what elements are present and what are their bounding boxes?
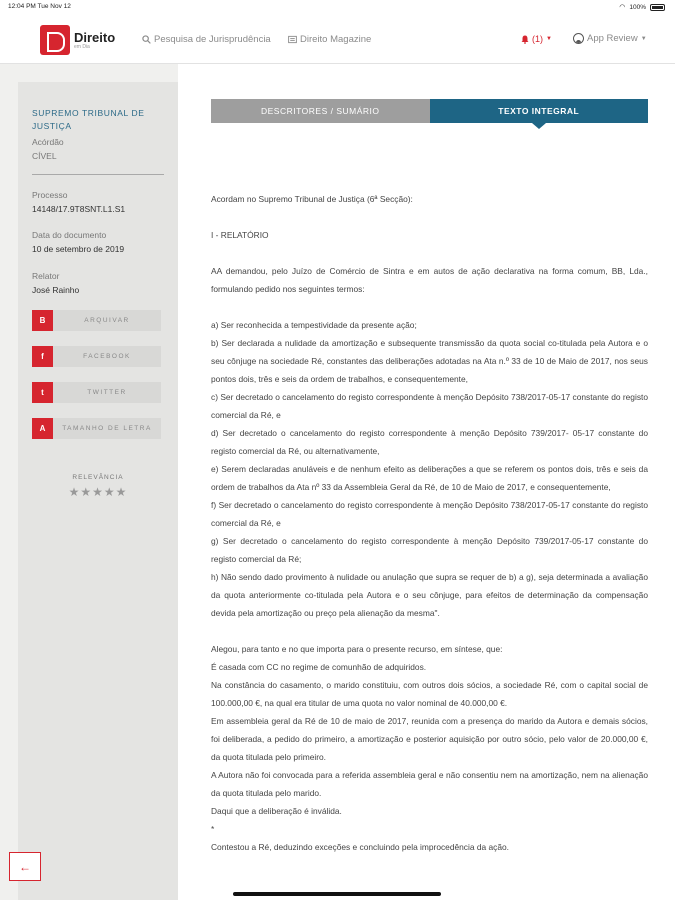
paragraph: Acordam no Supremo Tribunal de Justiça (6ª Secção):: [211, 194, 413, 204]
document-tabs: [211, 99, 648, 123]
facebook-label: FACEBOOK: [83, 353, 131, 360]
home-indicator[interactable]: [233, 892, 441, 896]
paragraph: É casada com CC no regime de comunhão de adquiridos.: [211, 662, 427, 672]
data-value: 10 de setembro de 2019: [32, 244, 125, 254]
paragraph: c) Ser decretado o cancelamento do registo correspondente à menção Depósito 738/2017-05-17 constante do registo comercial da Ré, e: [211, 392, 648, 420]
status-time: 12:04 PM Tue Nov 12: [8, 3, 71, 10]
paragraph: e) Serem declaradas anuláveis e de nenhum efeito as deliberações a que se referem os pontos dois, três e seis da ordem de trabalhos da Ata nº 33 da Assembleia Geral da Ré, de 10 de Maio de 2017, e consequentemente,: [211, 464, 648, 492]
notification-count: (1): [532, 34, 543, 44]
back-button[interactable]: [9, 852, 41, 881]
status-right: [619, 3, 665, 11]
caret-down-icon: ▼: [546, 36, 552, 42]
twitter-button[interactable]: [32, 382, 161, 403]
font-size-icon: A: [32, 418, 53, 439]
logo-subtitle: em Dia: [74, 43, 90, 50]
paragraph: d) Ser decretado o cancelamento do registo correspondente à menção Depósito 739/2017- 05-17 constante do registo comercial da Ré, ou alternativamente,: [211, 428, 648, 456]
logo-mark-icon: [40, 25, 70, 55]
app-header: [0, 14, 675, 64]
status-bar: [0, 0, 675, 14]
archive-label: ARQUIVAR: [84, 317, 130, 324]
notifications-button[interactable]: [521, 34, 552, 44]
wifi-icon: ◠: [619, 4, 626, 11]
twitter-icon: t: [32, 382, 53, 403]
document-area: CÍVEL: [32, 151, 57, 161]
twitter-label: TWITTER: [87, 389, 127, 396]
paragraph: Na constância do casamento, o marido constituiu, com outros dois sócios, a sociedade Ré, com o capital social de 100.000,00 €, na qual era titular de uma quota no valor nominal de 40.000,00 €.: [211, 680, 648, 708]
paragraph: Contestou a Ré, deduzindo exceções e concluindo pela improcedência da ação.: [211, 842, 509, 852]
user-menu[interactable]: [573, 33, 647, 44]
bookmark-icon: B: [32, 310, 53, 331]
logo-title: Direito: [74, 29, 116, 45]
document-text: [211, 190, 648, 856]
paragraph: Alegou, para tanto e no que importa para o presente recurso, em síntese, que:: [211, 644, 503, 654]
nav-magazine-link[interactable]: [288, 34, 371, 45]
processo-label: Processo: [32, 190, 68, 200]
nav-search-link[interactable]: [142, 34, 271, 45]
paragraph: Daqui que a deliberação é inválida.: [211, 806, 342, 816]
main-content: [178, 64, 675, 900]
paragraph: Em assembleia geral da Ré de 10 de maio de 2017, reunida com a presença do marido da Autora e demais sócios, foi deliberada, a pedido do primeiro, a amortização e posterior aquisição por outro sócio, pelo valor de 20.000,00 €, da quota titulada pelo primeiro.: [211, 716, 648, 762]
bell-icon: [521, 35, 529, 44]
relevance-stars[interactable]: ★★★★★: [68, 485, 128, 499]
paragraph: f) Ser decretado o cancelamento do registo correspondente à menção Depósito 738/2017-05-17 constante do registo comercial da Ré, e: [211, 500, 648, 528]
paragraph: AA demandou, pelo Juízo de Comércio de Sintra e em autos de ação declarativa na forma comum, BB, Lda., formulando pedido nos seguintes termos:: [211, 266, 648, 294]
magazine-icon: [288, 35, 297, 44]
relevance-label: RELEVÂNCIA: [72, 474, 124, 481]
paragraph: g) Ser decretado o cancelamento do registo correspondente à menção Depósito 739/2017-05-17 constante do registo comercial da Ré;: [211, 536, 648, 564]
paragraph: h) Não sendo dado provimento à nulidade ou anulação que supra se requer de b) a g), seja determinada a avaliação da quota anteriormente co-titulada pela Autora e o seu cônjuge, para efeitos de determinação da compensação devida pela amortização ou preço pela alienação da mesma".: [211, 572, 648, 618]
paragraph: b) Ser declarada a nulidade da amortização e subsequente transmissão da quota social co-titulada pela Autora e o seu cônjuge na sociedade Ré, constantes das deliberações adotadas na Ata n.º 33 de 10 de Maio de 2017, nos seus pontos dois, três e seis da ordem de trabalhos, e consequentemente,: [211, 338, 648, 384]
nav-search-label: Pesquisa de Jurisprudência: [154, 34, 271, 45]
archive-button[interactable]: [32, 310, 161, 331]
arrow-left-icon: ←: [19, 859, 31, 874]
paragraph: a) Ser reconhecida a tempestividade da presente ação;: [211, 320, 417, 330]
sidebar: [18, 82, 178, 900]
caret-down-icon: ▼: [640, 35, 647, 42]
battery-icon: [650, 4, 665, 11]
paragraph: A Autora não foi convocada para a referida assembleia geral e não consentiu nem na amortização, nem na alienação da quota titulada pelo marido.: [211, 770, 648, 798]
separator: *: [211, 824, 215, 834]
processo-value: 14148/17.9T8SNT.L1.S1: [32, 204, 126, 214]
user-icon: [573, 33, 584, 44]
tab-descritores[interactable]: DESCRITORES / SUMÁRIO: [211, 99, 430, 123]
document-type: Acórdão: [32, 137, 64, 147]
data-label: Data do documento: [32, 230, 107, 240]
font-size-label: TAMANHO DE LETRA: [62, 425, 152, 432]
relator-value: José Rainho: [32, 285, 80, 295]
logo[interactable]: [40, 25, 115, 55]
user-name: App Review: [587, 33, 638, 44]
facebook-icon: f: [32, 346, 53, 367]
section-heading: I - RELATÓRIO: [211, 230, 269, 240]
sidebar-divider: [32, 174, 164, 175]
facebook-button[interactable]: [32, 346, 161, 367]
search-icon: [142, 35, 151, 44]
court-name: SUPREMO TRIBUNAL DE JUSTIÇA: [32, 108, 145, 131]
nav-magazine-label: Direito Magazine: [300, 34, 372, 45]
tab-texto-integral[interactable]: TEXTO INTEGRAL: [430, 99, 649, 123]
font-size-button[interactable]: [32, 418, 161, 439]
battery-percent: 100%: [629, 3, 646, 11]
relator-label: Relator: [32, 271, 60, 281]
